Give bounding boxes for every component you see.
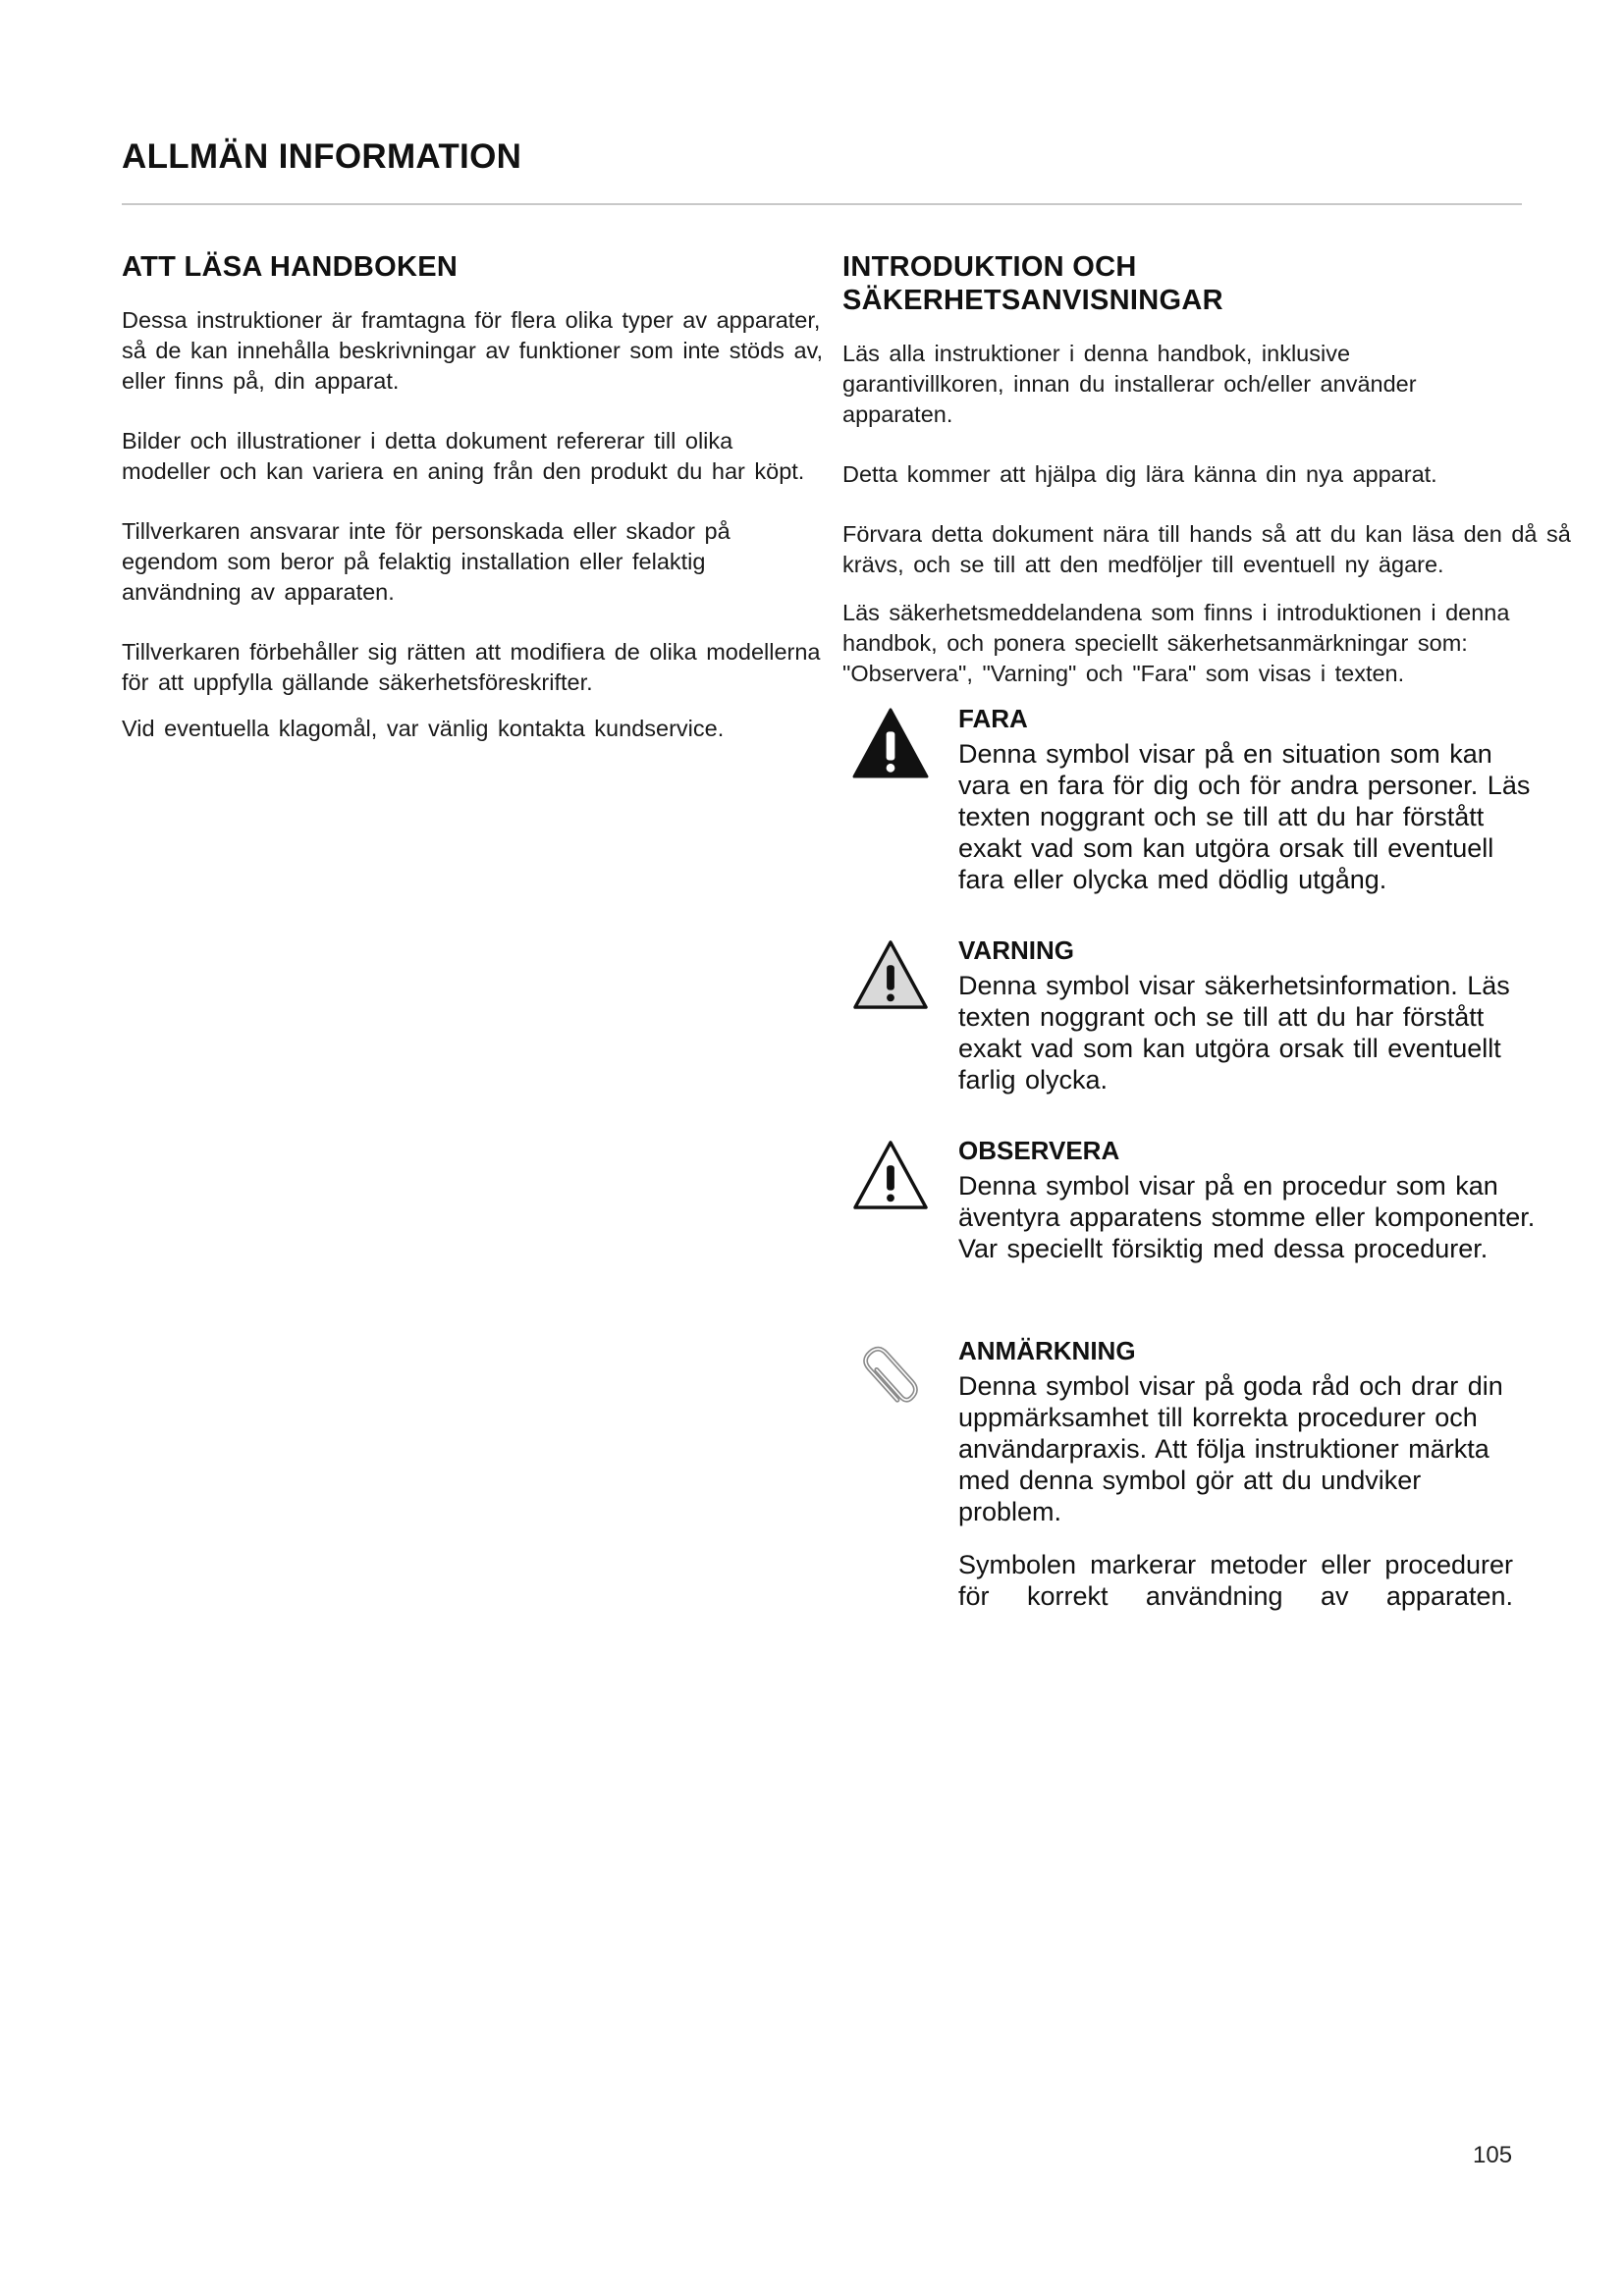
- title-divider: [122, 203, 1522, 205]
- notice-title: VARNING: [958, 935, 1074, 965]
- paragraph: Bilder och illustrationer i detta dokument refererar till olika modeller och kan variera en aning från den produkt du har köpt.: [122, 428, 805, 484]
- page-number: 105: [1473, 2142, 1513, 2168]
- notice-text: Denna symbol visar på en procedur som kan äventyra apparatens stomme eller komponenter. Var speciellt försiktig med dessa procedurer.: [958, 1171, 1536, 1263]
- paragraph: Dessa instruktioner är framtagna för flera olika typer av apparater, så de kan innehålla beskrivningar av funktioner som inte stöds av, eller finns på, din apparat.: [122, 307, 824, 394]
- right-column: [842, 250, 1589, 1633]
- caution-triangle-icon: [852, 1139, 929, 1211]
- notice-text: Symbolen markerar metoder eller procedurer för korrekt användning av apparaten.: [958, 1550, 1513, 1611]
- notice-text: Denna symbol visar säkerhetsinformation. Läs texten noggrant och se till att du har förstått exakt vad som kan utgöra orsak till eventuellt farlig olycka.: [958, 971, 1510, 1095]
- paragraph: Läs säkerhetsmeddelandena som finns i introduktionen i denna handbok, och ponera speciellt säkerhetsanmärkningar som: "Observera", "Varning" och "Fara" som visas i texten.: [842, 600, 1510, 686]
- left-column: [122, 250, 829, 774]
- paragraph: Förvara detta dokument nära till hands så att du kan läsa den då så krävs, och se till att den medföljer till eventuell ny ägare.: [842, 521, 1571, 577]
- notice-text: Denna symbol visar på en situation som kan vara en fara för dig och för andra personer. Läs texten noggrant och se till att du har förstått exakt vad som kan utgöra orsak till eventuell fara eller olycka med dödlig utgång.: [958, 739, 1531, 894]
- notice-text: Denna symbol visar på goda råd och drar din uppmärksamhet till korrekta procedurer och användarpraxis. Att följa instruktioner märkta med denna symbol gör att du undviker problem.: [958, 1371, 1503, 1526]
- notice-title: FARA: [958, 704, 1028, 733]
- notice-warning: [842, 934, 1589, 1095]
- notice-title: OBSERVERA: [958, 1136, 1120, 1165]
- paragraph: Vid eventuella klagomål, var vänlig kontakta kundservice.: [122, 716, 725, 741]
- paragraph: Tillverkaren förbehåller sig rätten att modifiera de olika modellerna för att uppfylla gällande säkerhetsföreskrifter.: [122, 639, 821, 695]
- warning-triangle-icon: [852, 938, 929, 1011]
- page-title: ALLMÄN INFORMATION: [122, 137, 522, 176]
- paragraph: Läs alla instruktioner i denna handbok, inklusive garantivillkoren, innan du installerar och/eller använder apparaten.: [842, 341, 1417, 427]
- notice-danger: [842, 703, 1589, 895]
- paragraph: Detta kommer att hjälpa dig lära känna din nya apparat.: [842, 461, 1437, 487]
- danger-warning-icon: [852, 707, 929, 779]
- notice-title: ANMÄRKNING: [958, 1336, 1136, 1365]
- paragraph: Tillverkaren ansvarar inte för personskada eller skador på egendom som beror på felaktig installation eller felaktig användning av apparaten.: [122, 518, 731, 605]
- notice-caution: [842, 1135, 1589, 1264]
- notice-note: [842, 1335, 1589, 1612]
- section-heading-reading-manual: ATT LÄSA HANDBOKEN: [122, 251, 459, 283]
- section-heading-introduction-safety: INTRODUKTION OCH SÄKERHETSANVISNINGAR: [842, 251, 1223, 316]
- paperclip-icon: [852, 1339, 929, 1412]
